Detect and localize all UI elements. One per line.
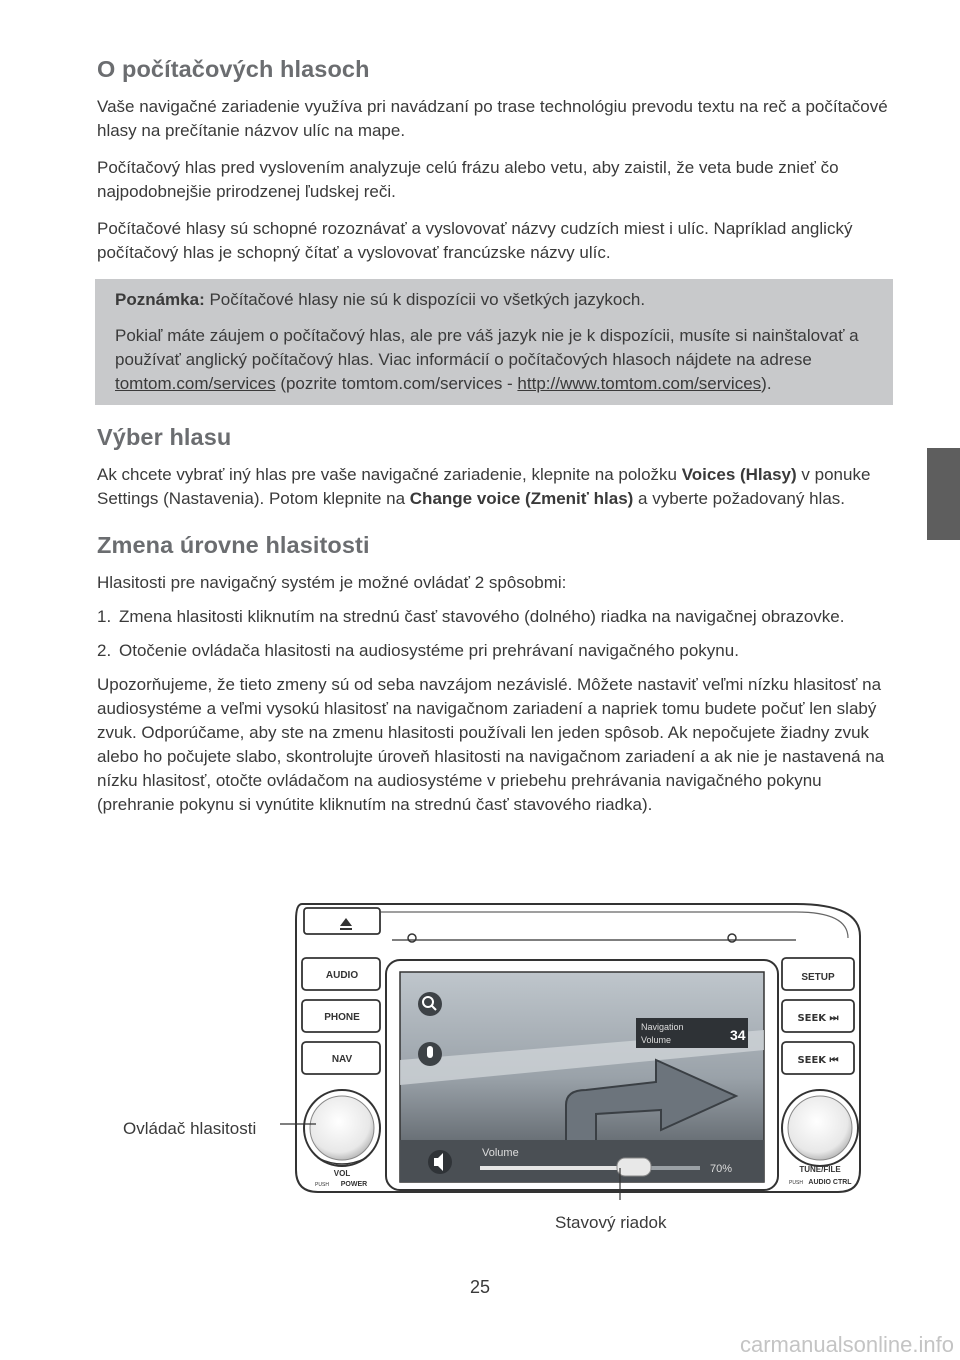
search-icon[interactable] <box>418 992 442 1016</box>
setup-button[interactable] <box>782 958 854 990</box>
audio-unit-illustration <box>96 900 876 1200</box>
heading-voice-selection: Výber hlasu <box>97 424 232 450</box>
paragraph: Počítačové hlasy sú schopné rozoznávať a vyslovovať názvy cudzích miest i ulíc. Napríklad anglický počítačový hlas je schopný čítať a vyslovovať francúzske názvy ulíc. <box>97 219 853 262</box>
svg-text:Navigation: Navigation <box>641 1022 684 1032</box>
note-box <box>95 279 893 405</box>
volume-slider-thumb[interactable] <box>617 1158 651 1176</box>
svg-text:NAV: NAV <box>331 1054 353 1065</box>
seek-forward-button[interactable] <box>782 1000 854 1032</box>
nav-button[interactable] <box>302 1042 380 1074</box>
svg-text:SEEK ⏭: SEEK ⏭ <box>797 1013 839 1024</box>
page-number: 25 <box>469 1277 491 1297</box>
watermark: carmanualsonline.info <box>739 1332 954 1357</box>
heading-computer-voices: O počítačových hlasoch <box>97 56 370 82</box>
svg-text:TUNE/FILE: TUNE/FILE <box>799 1165 841 1174</box>
services-link[interactable]: tomtom.com/services <box>115 374 276 393</box>
note-paragraph: Pokiaľ máte záujem o počítačový hlas, ale pre váš jazyk nie je k dispozícii, musíte si nainštalovať a používať anglický počítačový hlas. Viac informácií o počítačových hlasoch nájdete na adrese tomtom.com/services (pozrite tomtom.com/services - http://www.tomtom.com/services). <box>115 326 859 393</box>
volume-method-list <box>97 605 897 663</box>
paragraph: Upozorňujeme, že tieto zmeny sú od seba navzájom nezávislé. Môžete nastaviť veľmi nízku hlasitosť na audiosystéme a veľmi vysokú hlasitosť na navigačnom zariadení a napriek tomu budete počuť len slabý zvuk. Odporúčame, aby ste na zmenu hlasitosti používali len jeden spôsob. Ak nepočujete žiadny zvuk alebo ho počujete slabo, skontrolujte úroveň hlasitosti na navigačnom zariadení a ak nie je nastavená na nízku hlasitosť, otočte ovládačom na audiosystéme v priebehu prehrávania navigačného pokynu (prehranie pokynu si vynútite kliknutím na strednú časť stavového riadka). <box>97 675 885 814</box>
caption-status-bar: Stavový riadok <box>555 1213 667 1232</box>
svg-text:Volume: Volume <box>482 1147 519 1159</box>
list-item: 2. Otočenie ovládača hlasitosti na audiosystéme pri prehrávaní navigačného pokynu. <box>97 641 739 660</box>
svg-text:SEEK ⏮: SEEK ⏮ <box>797 1055 839 1066</box>
page-content <box>97 56 897 817</box>
svg-text:Volume: Volume <box>641 1035 672 1045</box>
svg-text:34: 34 <box>730 1027 746 1043</box>
svg-text:PHONE: PHONE <box>324 1012 360 1023</box>
svg-text:AUDIO CTRL: AUDIO CTRL <box>808 1179 852 1186</box>
seek-back-button[interactable] <box>782 1042 854 1074</box>
note-line: Poznámka: Počítačové hlasy nie sú k dispozícii vo všetkých jazykoch. <box>115 290 646 309</box>
paragraph: Ak chcete vybrať iný hlas pre vaše navigačné zariadenie, klepnite na položku Voices (Hlasy) v ponuke Settings (Nastavenia). Potom klepnite na Change voice (Zmeniť hlas) a vyberte požadovaný hlas. <box>97 465 871 508</box>
svg-text:POWER: POWER <box>340 1181 368 1188</box>
paragraph: Vaše navigačné zariadenie využíva pri navádzaní po trase technológiu prevodu textu na reč a počítačové hlasy na prečítanie názvov ulíc na mape. <box>97 97 888 140</box>
eject-button[interactable] <box>304 908 380 934</box>
microphone-icon[interactable] <box>418 1042 442 1066</box>
paragraph: Hlasitosti pre navigačný systém je možné ovládať 2 spôsobmi: <box>97 573 567 592</box>
phone-button[interactable] <box>302 1000 380 1032</box>
svg-text:PUSH: PUSH <box>789 1180 803 1186</box>
svg-text:PUSH: PUSH <box>315 1182 329 1188</box>
navigation-volume-popup <box>636 1018 748 1048</box>
heading-volume-change: Zmena úrovne hlasitosti <box>97 532 370 558</box>
audio-unit-figure <box>96 900 876 1250</box>
svg-text:VOL: VOL <box>333 1169 351 1178</box>
chapter-tab <box>927 448 960 540</box>
svg-text:SETUP: SETUP <box>801 972 835 983</box>
services-url-link[interactable]: http://www.tomtom.com/services <box>517 374 762 393</box>
speaker-icon[interactable] <box>428 1150 452 1174</box>
svg-text:AUDIO: AUDIO <box>325 970 359 981</box>
list-item: 1. Zmena hlasitosti kliknutím na strednú časť stavového (dolného) riadka na navigačnej obrazovke. <box>97 607 845 626</box>
paragraph: Počítačový hlas pred vyslovením analyzuje celú frázu alebo vetu, aby zaistil, že veta bude znieť čo najpodobnejšie prirodzenej ľudskej reči. <box>97 158 839 201</box>
audio-button[interactable] <box>302 958 380 990</box>
status-bar[interactable] <box>400 1140 764 1182</box>
note-label: Poznámka: <box>115 290 205 309</box>
caption-volume-knob: Ovládač hlasitosti <box>123 1119 257 1138</box>
svg-text:70%: 70% <box>710 1163 733 1175</box>
